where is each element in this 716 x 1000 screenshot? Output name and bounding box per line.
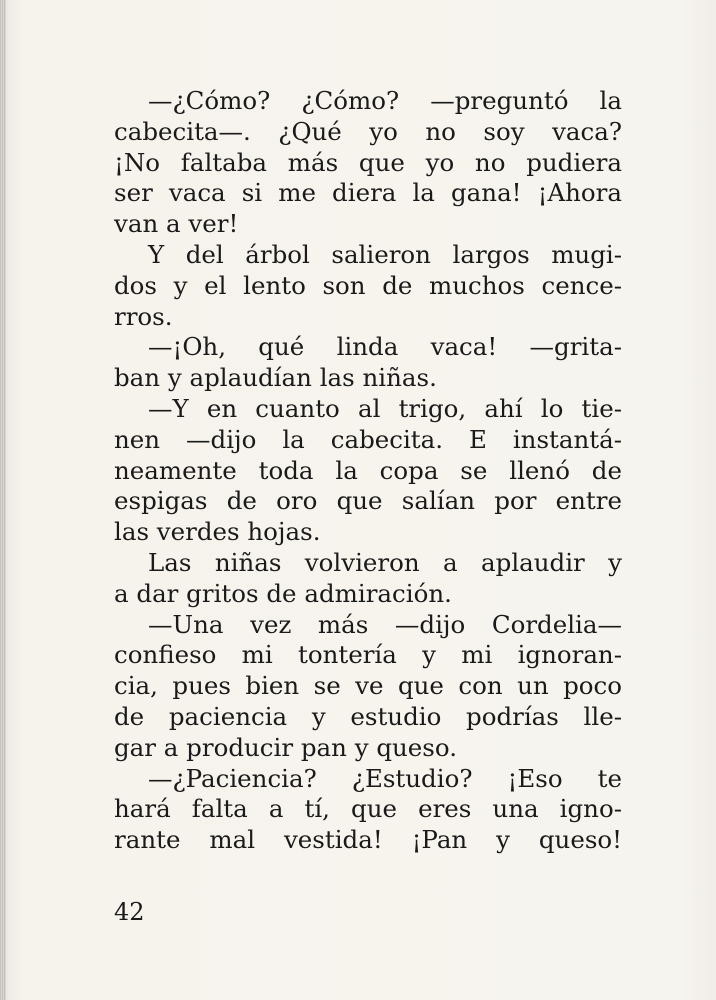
text-line: nen —dijo la cabecita. E instantá- <box>114 424 622 454</box>
text-line: —Una vez más —dijo Cordelia— <box>148 609 622 639</box>
text-line: hará falta a tí, que eres una igno- <box>114 794 622 824</box>
body-text <box>114 86 622 856</box>
text-line: dos y el lento son de muchos cence- <box>114 270 622 300</box>
text-line: a dar gritos de admiración. <box>114 578 452 608</box>
text-line: —¿Cómo? ¿Cómo? —preguntó la <box>148 86 622 115</box>
text-line: van a ver! <box>114 209 239 239</box>
text-line: cabecita—. ¿Qué yo no soy vaca? <box>114 116 622 146</box>
text-line: de paciencia y estudio podrías lle- <box>114 701 622 731</box>
text-line: espigas de oro que salían por entre <box>114 486 622 516</box>
text-line: rros. <box>114 301 173 331</box>
text-line: Y del árbol salieron largos mugi- <box>148 239 622 269</box>
page-stack-edge <box>0 0 6 1000</box>
text-line: cia, pues bien se ve que con un poco <box>114 671 622 701</box>
text-line: gar a producir pan y queso. <box>114 732 457 762</box>
text-line: ban y aplaudían las niñas. <box>114 363 437 393</box>
text-line: rante mal vestida! ¡Pan y queso! <box>114 825 622 855</box>
text-line: neamente toda la copa se llenó de <box>114 455 622 485</box>
text-line: Las niñas volvieron a aplaudir y <box>148 547 622 577</box>
text-line: ser vaca si me diera la gana! ¡Ahora <box>114 178 622 208</box>
text-line: ¡No faltaba más que yo no pudiera <box>114 147 622 177</box>
text-line: —¿Paciencia? ¿Estudio? ¡Eso te <box>148 763 622 793</box>
text-line: las verdes hojas. <box>114 517 321 547</box>
page-number: 42 <box>114 898 145 926</box>
text-line: —Y en cuanto al trigo, ahí lo tie- <box>148 393 622 423</box>
text-line: —¡Oh, qué linda vaca! —grita- <box>148 332 622 362</box>
text-line: confieso mi tontería y mi ignoran- <box>114 640 622 670</box>
